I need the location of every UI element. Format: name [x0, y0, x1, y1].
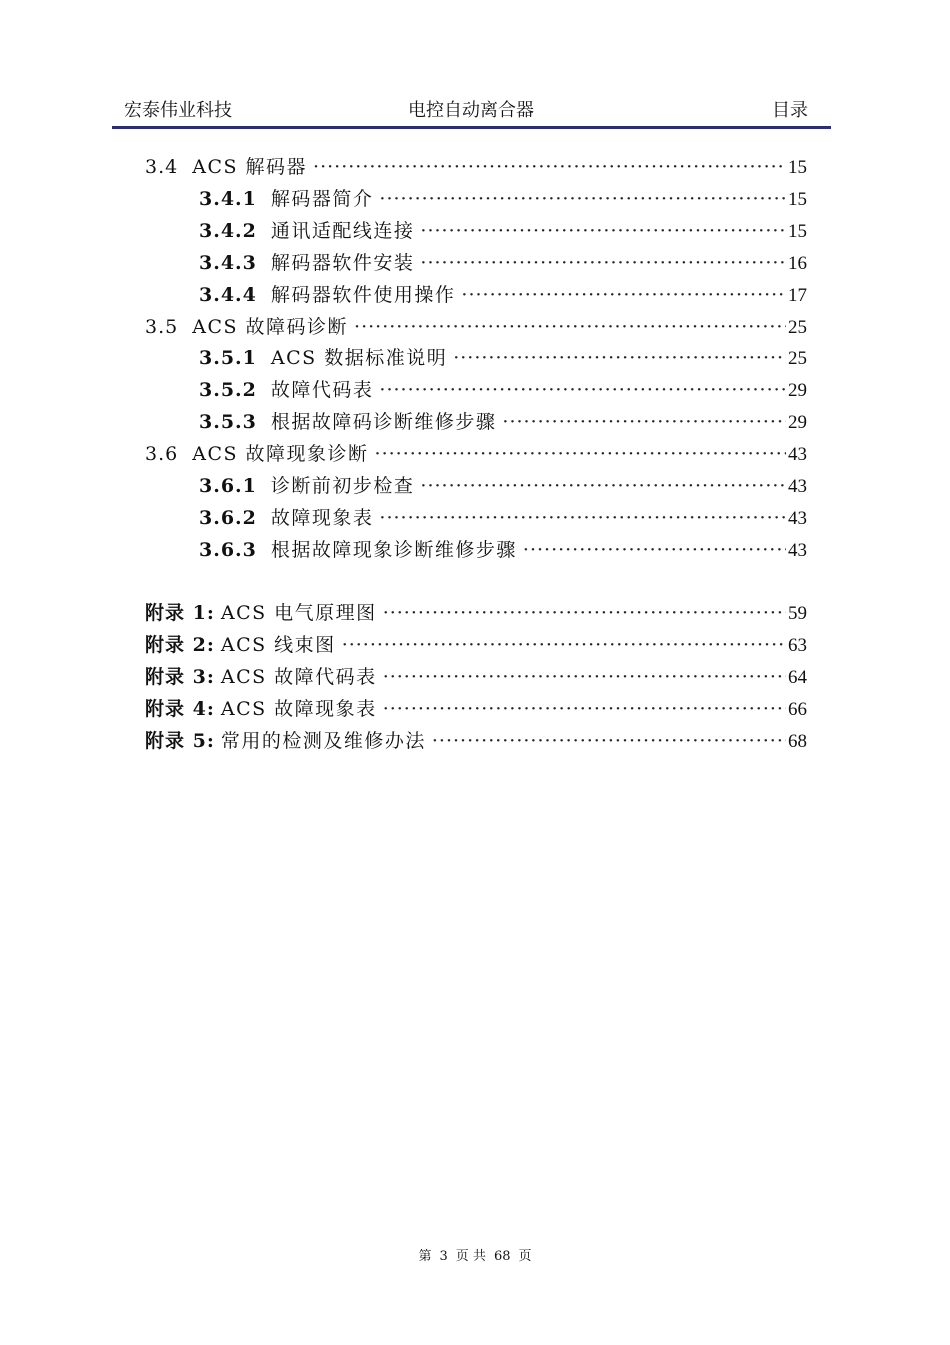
toc-title: ACS 故障现象诊断	[192, 443, 369, 465]
toc-entry[interactable]	[145, 152, 807, 178]
appendix-page-number: 68	[788, 731, 807, 752]
appendix-page-number: 63	[788, 635, 807, 656]
toc-page-number: 25	[788, 348, 807, 369]
dot-leader	[313, 156, 786, 178]
toc-title: 根据故障现象诊断维修步骤	[270, 539, 517, 561]
page-footer	[0, 1245, 950, 1264]
header-section: 目录	[772, 100, 808, 121]
appendix-entry[interactable]	[145, 726, 807, 752]
dot-leader	[420, 220, 786, 242]
toc-page-number: 15	[788, 221, 807, 242]
dot-leader	[383, 698, 786, 720]
appendix-number: 附录 2:	[145, 634, 215, 656]
dot-leader	[383, 666, 786, 688]
dot-leader	[420, 252, 786, 274]
toc-entry[interactable]	[199, 375, 807, 401]
toc-entry[interactable]	[199, 503, 807, 529]
footer-mid: 页 共	[455, 1249, 486, 1264]
appendix-title: ACS 线束图	[220, 634, 336, 656]
footer-total-pages: 68	[493, 1249, 511, 1264]
dot-leader	[453, 347, 786, 369]
toc-number: 3.6.1	[199, 475, 257, 497]
appendix-entry[interactable]	[145, 630, 807, 656]
dot-leader	[379, 507, 786, 529]
dot-leader	[379, 188, 786, 210]
toc-number: 3.4.2	[199, 220, 257, 242]
toc-number: 3.6.3	[199, 539, 257, 561]
toc-title: 解码器软件安装	[270, 252, 415, 274]
toc-page-number: 29	[788, 412, 807, 433]
toc-title: 通讯适配线连接	[270, 220, 415, 242]
footer-current-page: 3	[439, 1249, 448, 1264]
appendix-page-number: 64	[788, 667, 807, 688]
toc-number: 3.5	[145, 316, 179, 338]
toc-number: 3.6.2	[199, 507, 257, 529]
header-product: 电控自动离合器	[408, 100, 534, 121]
toc-entry[interactable]	[199, 343, 807, 369]
appendix-page-number: 59	[788, 603, 807, 624]
toc-page-number: 43	[788, 444, 807, 465]
toc-title: 故障现象表	[270, 507, 374, 529]
footer-suffix: 页	[518, 1249, 532, 1264]
dot-leader	[420, 475, 786, 497]
appendix-number: 附录 4:	[145, 698, 215, 720]
toc-entry[interactable]	[199, 216, 807, 242]
toc-number: 3.5.3	[199, 411, 257, 433]
toc-page-number: 16	[788, 253, 807, 274]
appendix-entry[interactable]	[145, 598, 807, 624]
toc-page-number: 43	[788, 540, 807, 561]
toc-page-number: 17	[788, 285, 807, 306]
toc-title: ACS 数据标准说明	[270, 347, 448, 369]
toc-number: 3.6	[145, 443, 179, 465]
dot-leader	[383, 602, 786, 624]
toc-page-number: 43	[788, 476, 807, 497]
toc-page-number: 15	[788, 157, 807, 178]
toc-entry[interactable]	[199, 471, 807, 497]
toc-entry[interactable]	[199, 407, 807, 433]
toc-entry[interactable]	[199, 248, 807, 274]
dot-leader	[432, 730, 786, 752]
toc-entry[interactable]	[199, 184, 807, 210]
dot-leader	[523, 539, 786, 561]
toc-page-number: 29	[788, 380, 807, 401]
appendix-number: 附录 1:	[145, 602, 215, 624]
toc-page-number: 25	[788, 317, 807, 338]
toc-page-number: 15	[788, 189, 807, 210]
appendix-number: 附录 5:	[145, 730, 215, 752]
dot-leader	[461, 284, 786, 306]
toc-number: 3.5.2	[199, 379, 257, 401]
dot-leader	[379, 379, 786, 401]
appendix-entry[interactable]	[145, 662, 807, 688]
toc-entry[interactable]	[199, 280, 807, 306]
header-company: 宏泰伟业科技	[124, 100, 232, 121]
toc-entry[interactable]	[145, 439, 807, 465]
appendix-page-number: 66	[788, 699, 807, 720]
toc-number: 3.5.1	[199, 347, 257, 369]
toc-entry[interactable]	[145, 312, 807, 338]
toc-title: 解码器软件使用操作	[270, 284, 456, 306]
appendix-title: ACS 故障现象表	[220, 698, 377, 720]
toc-title: 故障代码表	[270, 379, 374, 401]
toc-title: ACS 故障码诊断	[192, 316, 349, 338]
footer-prefix: 第	[418, 1249, 432, 1264]
toc-title: ACS 解码器	[192, 156, 308, 178]
appendix-number: 附录 3:	[145, 666, 215, 688]
toc-title: 根据故障码诊断维修步骤	[270, 411, 497, 433]
appendix-title: ACS 故障代码表	[220, 666, 377, 688]
toc-number: 3.4.4	[199, 284, 257, 306]
appendix-entry[interactable]	[145, 694, 807, 720]
toc-number: 3.4.3	[199, 252, 257, 274]
appendix-title: ACS 电气原理图	[220, 602, 377, 624]
dot-leader	[375, 443, 786, 465]
toc-page-number: 43	[788, 508, 807, 529]
toc-title: 解码器简介	[270, 188, 374, 210]
dot-leader	[342, 634, 786, 656]
dot-leader	[354, 316, 786, 338]
appendix-title: 常用的检测及维修办法	[220, 730, 426, 752]
toc-title: 诊断前初步检查	[270, 475, 415, 497]
toc-number: 3.4	[145, 156, 179, 178]
toc-entry[interactable]	[199, 535, 807, 561]
toc-number: 3.4.1	[199, 188, 257, 210]
dot-leader	[502, 411, 786, 433]
